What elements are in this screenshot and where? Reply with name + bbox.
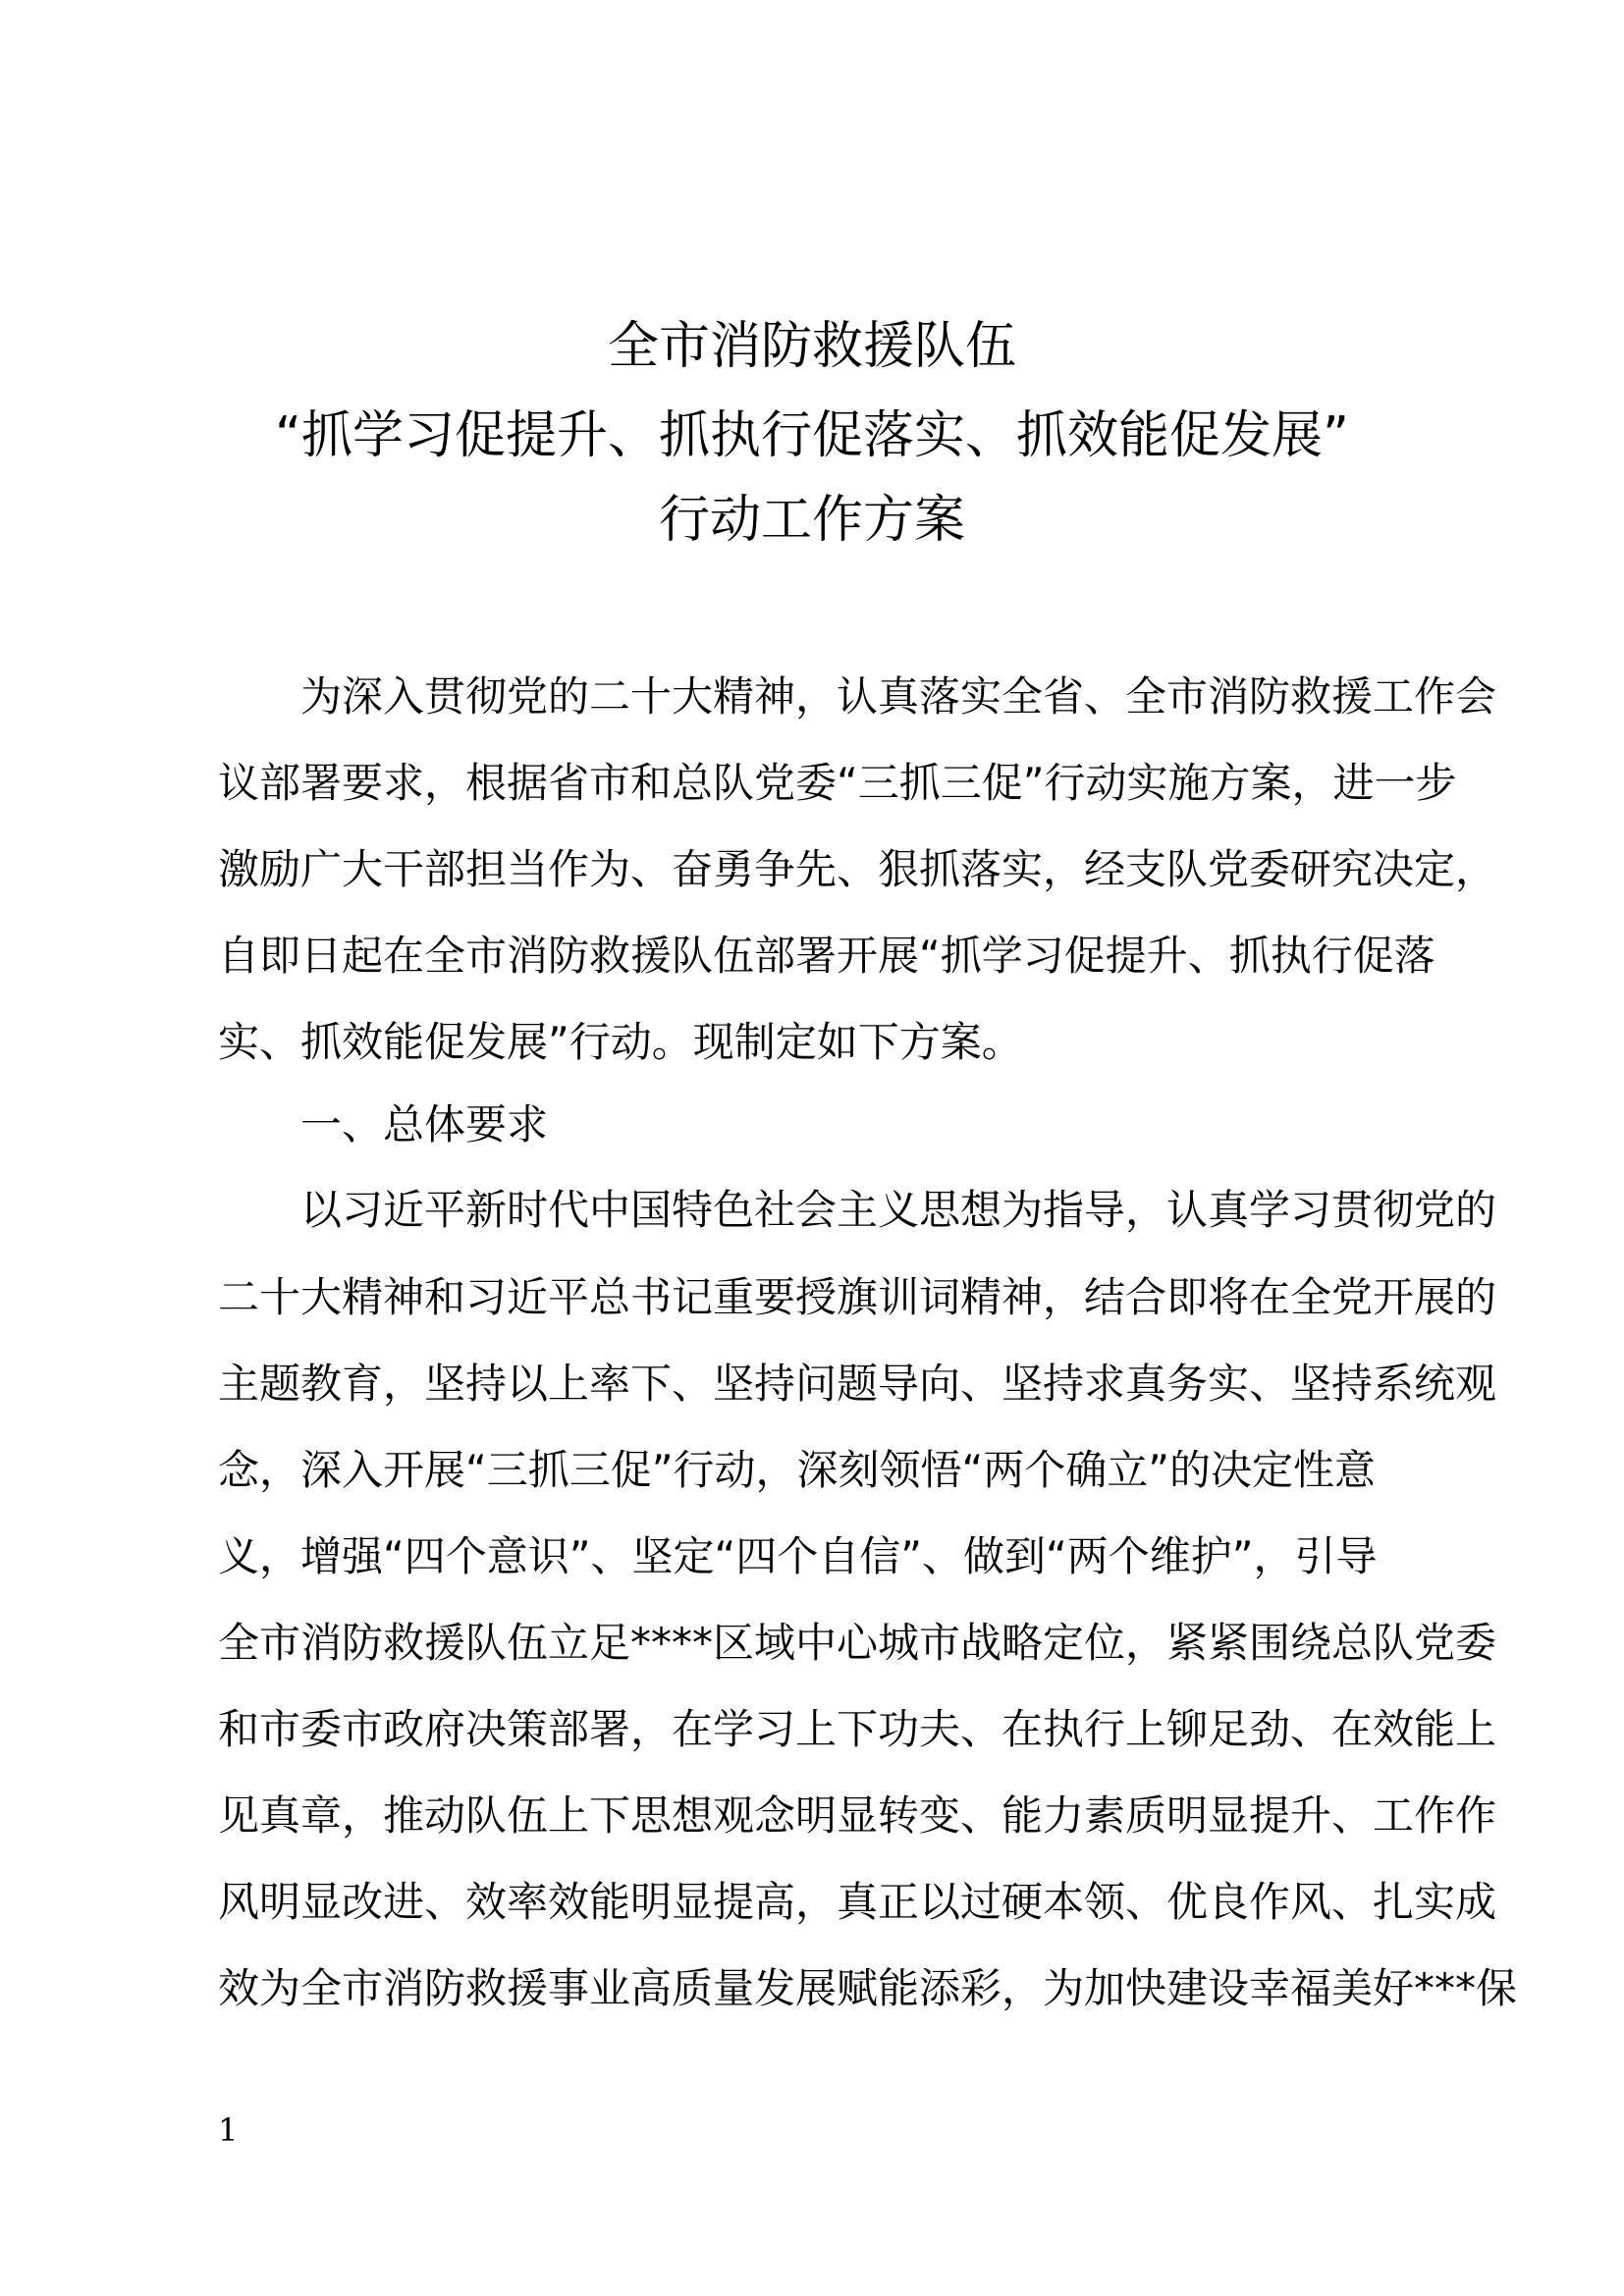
body-line: 风明显改进、效率效能明显提高，真正以过硬本领、优良作风、扎实成 — [218, 1878, 1497, 1926]
document-title-line-2: “抓学习促提升、抓执行促落实、抓效能促发展” — [275, 406, 1349, 465]
page-number: 1 — [218, 2111, 239, 2149]
section-heading: 一、总体要求 — [218, 1100, 549, 1148]
body-line: 激励广大干部担当作为、奋勇争先、狠抓落实，经支队党委研究决定， — [218, 845, 1497, 893]
body-line: 效为全市消防救援事业高质量发展赋能添彩，为加快建设幸福美好***保 — [218, 1964, 1518, 2012]
body-line: 义，增强“四个意识”、坚定“四个自信”、做到“两个维护”，引导 — [218, 1532, 1378, 1580]
body-line: 以习近平新时代中国特色社会主义思想为指导，认真学习贯彻党的 — [218, 1186, 1497, 1234]
body-line: 二十大精神和习近平总书记重要授旗训词精神，结合即将在全党开展的 — [218, 1273, 1497, 1321]
body-line: 和市委市政府决策部署，在学习上下功夫、在执行上铆足劲、在效能上 — [218, 1705, 1497, 1753]
body-line: 为深入贯彻党的二十大精神，认真落实全省、全市消防救援工作会 — [218, 672, 1497, 721]
body-line: 议部署要求，根据省市和总队党委“三抓三促”行动实施方案，进一步 — [218, 759, 1457, 807]
document-title-line-1: 全市消防救援队伍 — [607, 317, 1016, 376]
body-line: 主题教育，坚持以上率下、坚持问题导向、坚持求真务实、坚持系统观 — [218, 1360, 1497, 1408]
body-line: 自即日起在全市消防救援队伍部署开展“抓学习促提升、抓执行促落 — [218, 932, 1435, 980]
body-line: 实、抓效能促发展”行动。现制定如下方案。 — [218, 1018, 1023, 1066]
body-line: 全市消防救援队伍立足****区域中心城市战略定位，紧紧围绕总队党委 — [218, 1619, 1497, 1667]
body-line: 见真章，推动队伍上下思想观念明显转变、能力素质明显提升、工作作 — [218, 1791, 1497, 1840]
body-line: 念，深入开展“三抓三促”行动，深刻领悟“两个确立”的决定性意 — [218, 1446, 1377, 1494]
document-title-line-3: 行动工作方案 — [658, 491, 965, 550]
